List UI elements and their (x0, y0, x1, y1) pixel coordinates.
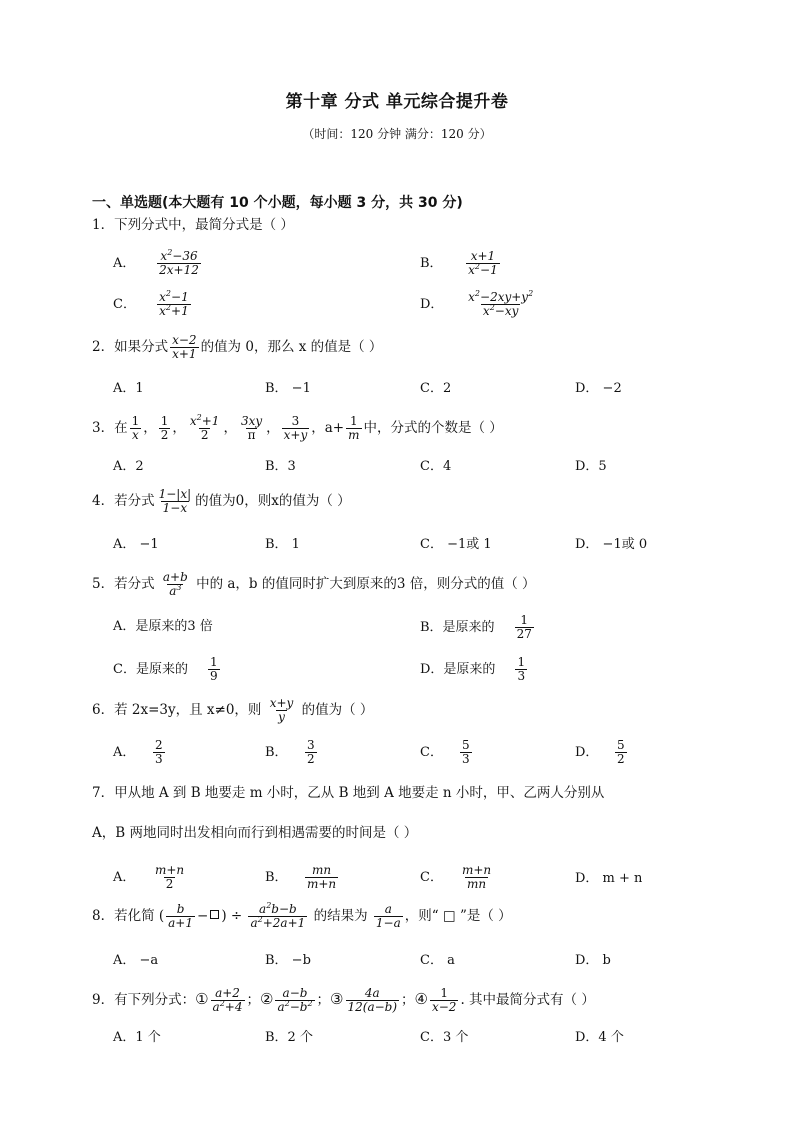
q3-option-b[interactable]: B．3 (265, 459, 296, 474)
q8-option-d[interactable]: D． b (575, 953, 611, 968)
section-heading: 一、单选题(本大题有 10 个小题，每小题 3 分，共 30 分) (92, 195, 463, 211)
q8-option-c[interactable]: C． a (420, 953, 455, 968)
q8-option-b[interactable]: B． −b (265, 953, 311, 968)
q2-option-c[interactable]: C．2 (420, 381, 452, 396)
q1-option-a[interactable]: A． $\frac{x^2-36}{2x+12}$ (113, 248, 199, 278)
q9-option-b[interactable]: B．2 个 (265, 1030, 313, 1045)
q9-option-a[interactable]: A．1 个 (113, 1030, 161, 1045)
q9-option-c[interactable]: C．3 个 (420, 1030, 469, 1045)
q3-option-d[interactable]: D．5 (575, 459, 607, 474)
q7-option-d[interactable]: D． m + n (575, 871, 643, 886)
q4-option-a[interactable]: A． −1 (113, 537, 159, 552)
question-3-stem: 3．在 $\frac{1}{x}$ ， $\frac{1}{2}$ ， $\frac{x^2+1}{2}$ ， $\frac{3xy}{\pi}$ ， $\frac{3}{x+y}$ ，a+ $\frac{1}{m}$ 中，分式的个数是（ ） (92, 413, 503, 443)
question-7-stem-line1: 7．甲从地 A 到 B 地要走 m 小时，乙从 B 地到 A 地要走 n 小时，甲、乙两人分别从 (92, 785, 605, 801)
q4-option-d[interactable]: D． −1或 0 (575, 537, 648, 552)
q5-option-b[interactable]: B．是原来的 $\frac{1}{27}$ (420, 613, 532, 642)
question-7-stem-line2: A，B 两地同时出发相向而行到相遇需要的时间是（ ） (92, 825, 418, 841)
q2-option-b[interactable]: B． −1 (265, 381, 311, 396)
q7-option-a[interactable]: A． $\frac{m+n}{2}$ (113, 863, 185, 892)
q3-option-c[interactable]: C．4 (420, 459, 452, 474)
question-8-stem: 8．若化简 ( $\frac{b}{a+1}$ − ) ÷ $\frac{a^2b-b}{a^2+2a+1}$ 的结果为 $\frac{a}{1-a}$ ，则“ □ ”是（ ） (92, 901, 512, 931)
q5-option-a[interactable]: A．是原来的3 倍 (113, 619, 213, 634)
blank-box-icon (210, 910, 219, 919)
q9-option-d[interactable]: D．4 个 (575, 1030, 624, 1045)
q2-option-d[interactable]: D． −2 (575, 381, 622, 396)
q6-option-d[interactable]: D． $\frac{5}{2}$ (575, 738, 625, 767)
q6-option-c[interactable]: C． $\frac{5}{3}$ (420, 738, 470, 767)
q8-option-a[interactable]: A． −a (113, 953, 159, 968)
page-subtitle: （时间：120 分钟 满分：120 分） (302, 127, 492, 141)
question-4-stem: 4．若分式 $\frac{1-|x|}{1-x}$ 的值为0，则x的值为（ ） (92, 487, 351, 516)
q6-option-a[interactable]: A． $\frac{2}{3}$ (113, 738, 163, 767)
question-2-stem: 2．如果分式 $\frac{x-2}{x+1}$ 的值为 0，那么 x 的值是（ ） (92, 333, 383, 362)
q2-option-a[interactable]: A．1 (113, 381, 144, 396)
q4-option-c[interactable]: C． −1或 1 (420, 537, 492, 552)
page-title: 第十章 分式 单元综合提升卷 (285, 92, 509, 112)
q3-option-a[interactable]: A．2 (113, 459, 144, 474)
q7-option-b[interactable]: B． $\frac{mn}{m+n}$ (265, 863, 337, 892)
question-9-stem: 9．有下列分式：① $\frac{a+2}{a^2+4}$ ；② $\frac{a-b}{a^2-b^2}$ ；③ $\frac{4a}{12(a-b)}$ ；④ $\frac{1}{x-2}$ . 其中最简分式有（ ） (92, 986, 595, 1015)
q5-option-c[interactable]: C．是原来的 $\frac{1}{9}$ (113, 655, 218, 684)
question-6-stem: 6．若 2x=3y，且 x≠0，则 $\frac{x+y}{y}$ 的值为（ ） (92, 696, 374, 725)
q1-option-c[interactable]: C． $\frac{x^2-1}{x^2+1}$ (113, 289, 189, 319)
q1-option-d[interactable]: D． $\frac{x^2-2xy+y^2}{x^2-xy}$ (420, 289, 534, 319)
q5-option-d[interactable]: D．是原来的 $\frac{1}{3}$ (420, 655, 526, 684)
question-5-stem: 5．若分式 $\frac{a+b}{a^3}$ 中的 a，b 的值同时扩大到原来的3 倍，则分式的值（ ） (92, 570, 536, 599)
q1-option-b[interactable]: B． $\frac{x+1}{x^2-1}$ (420, 249, 498, 278)
q6-option-b[interactable]: B． $\frac{3}{2}$ (265, 738, 315, 767)
question-1-stem: 1．下列分式中，最简分式是（ ） (92, 217, 294, 233)
q7-option-c[interactable]: C． $\frac{m+n}{mn}$ (420, 863, 492, 892)
q4-option-b[interactable]: B． 1 (265, 537, 300, 552)
